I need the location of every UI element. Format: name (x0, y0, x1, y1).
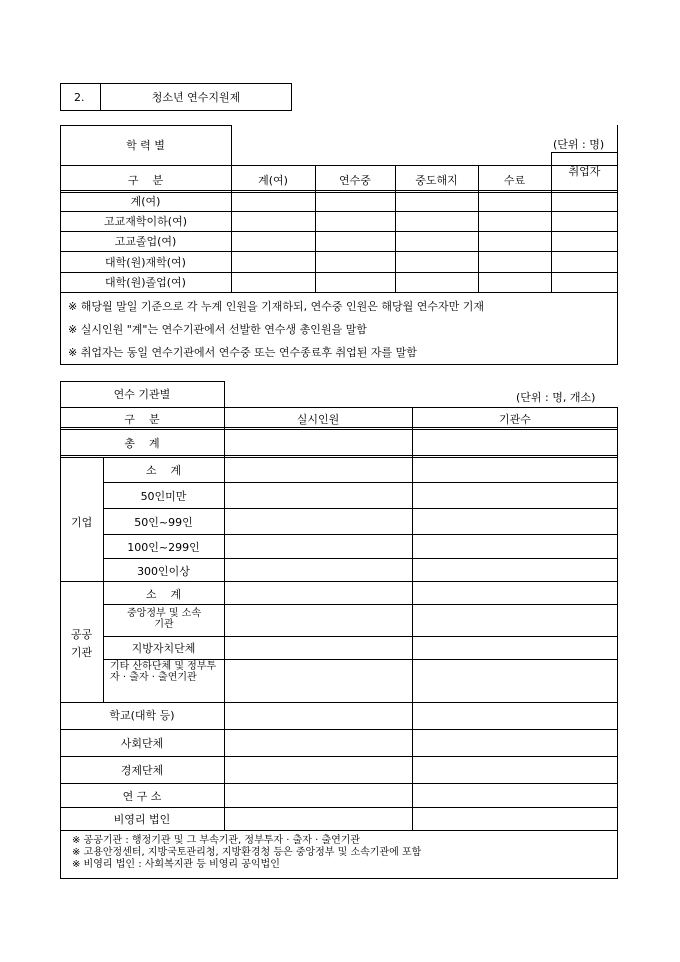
table2-row: 중앙정부 및 소속기관 (127, 608, 201, 630)
divider (60, 455, 618, 458)
divider (60, 125, 232, 126)
table2-row: 소 계 (145, 588, 182, 601)
table1-col-dropout: 중도해지 (415, 174, 458, 187)
divider (103, 508, 618, 509)
divider (60, 381, 225, 382)
section-number: 2. (74, 91, 85, 104)
divider (60, 830, 618, 831)
group-public-text: 공공기관 (70, 628, 93, 659)
table1-col-ongoing: 연수중 (339, 174, 371, 187)
table2-row: 100인~299인 (127, 541, 200, 554)
table2-row: 300인이상 (137, 565, 190, 578)
table1-row: 고교졸업(여) (114, 235, 177, 248)
table1-row: 계(여) (130, 195, 161, 208)
group-company-label: 기업 (71, 516, 93, 529)
table2-note: ※ 공공기관 : 행정기관 및 그 부속기관, 정부투자 · 출자 · 출연기관 (72, 835, 361, 846)
divider (103, 534, 618, 535)
table2-row: 경제단체 (120, 764, 164, 777)
divider (60, 729, 618, 730)
table2-row: 비영리 법인 (113, 813, 171, 826)
table1-col-complete: 수료 (503, 174, 526, 187)
divider (60, 427, 618, 430)
divider (60, 251, 618, 252)
group-public-label (60, 626, 103, 661)
divider (60, 807, 618, 808)
table2-row: 지방자치단체 (131, 642, 196, 655)
table2-note: ※ 비영리 법인 : 사회복지관 등 비영리 공익법인 (72, 859, 280, 870)
table2-row: 50인~99인 (134, 516, 193, 529)
table2-header-label: 구 분 (124, 413, 160, 426)
table1-row: 대학(원)재학(여) (105, 256, 186, 269)
divider (60, 783, 618, 784)
divider (60, 165, 232, 166)
table2-row: 소 계 (145, 464, 182, 477)
table1-header-label: 구 분 (127, 174, 164, 187)
divider (60, 756, 618, 757)
divider (60, 702, 618, 703)
table1-note: ※ 실시인원 "계"는 연수기관에서 선발한 연수생 총인원을 말함 (68, 323, 367, 336)
divider (412, 407, 413, 830)
table2-row: 학교(대학 등) (109, 709, 175, 722)
divider (103, 636, 618, 637)
table2-row: 기타 산하단체 및 정부투자 · 출자 · 출연기관 (110, 661, 217, 683)
table2-title: 연수 기관별 (113, 388, 171, 401)
divider (60, 211, 618, 212)
table2-row: 사회단체 (120, 737, 164, 750)
divider (551, 152, 618, 153)
table1-col-total: 계(여) (258, 174, 288, 187)
divider (551, 152, 552, 292)
divider (231, 125, 232, 292)
table2-col-institutions: 기관수 (499, 413, 531, 426)
table1-unit: (단위 : 명) (553, 138, 605, 151)
divider (60, 231, 618, 232)
divider (103, 482, 618, 483)
table1-title: 학 력 별 (126, 139, 165, 152)
divider (60, 581, 618, 582)
divider (60, 190, 618, 193)
divider (224, 407, 225, 830)
table1-note: ※ 취업자는 동일 연수기관에서 연수중 또는 연수종료후 취업된 자를 말함 (68, 346, 417, 359)
table2-note: ※ 고용안정센터, 지방국토관리청, 지방환경청 등은 중앙정부 및 소속기관에 포함 (72, 847, 422, 858)
divider (103, 558, 618, 559)
table1-col-employed: 취업자 (568, 165, 601, 178)
table2-row: 연 구 소 (122, 790, 162, 803)
table1-note: ※ 해당월 말일 기준으로 각 누계 인원을 기재하되, 연수중 인원은 해당월 연수자만 기재 (68, 300, 484, 313)
divider (60, 407, 618, 408)
divider (103, 604, 618, 605)
divider (224, 381, 225, 408)
divider (60, 292, 618, 293)
divider (103, 659, 618, 660)
table1-row: 고교재학이하(여) (104, 215, 187, 228)
divider (60, 272, 618, 273)
table2-row: 50인미만 (140, 490, 187, 503)
table2-unit: (단위 : 명, 개소) (516, 391, 596, 404)
section-title: 청소년 연수지원제 (151, 91, 241, 104)
table2-total: 총 계 (124, 437, 160, 450)
table2-col-participants: 실시인원 (296, 413, 340, 426)
table1-row: 대학(원)졸업(여) (105, 276, 186, 289)
